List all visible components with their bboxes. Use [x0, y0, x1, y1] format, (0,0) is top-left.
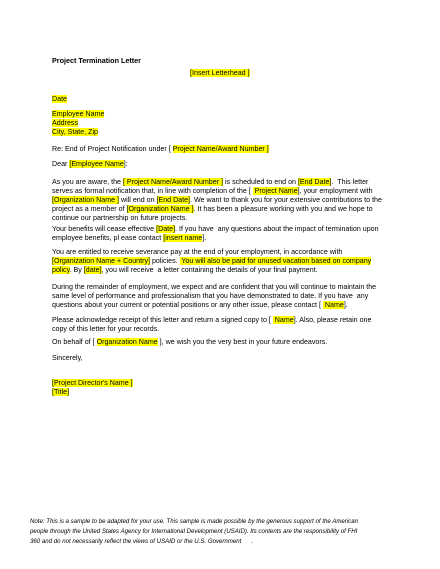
- p1-org-field: [Organization Name ]: [126, 205, 194, 213]
- p1-text: . We want to thank you for your extensive contributions to the: [190, 196, 382, 204]
- p2-text: ].: [202, 234, 207, 242]
- p1-line-4: [52, 205, 373, 214]
- p2-text: Your benefits will cease effective: [52, 225, 157, 233]
- p5-line-2: copy of this letter for your records.: [52, 325, 160, 333]
- p1-text: . This letter: [331, 178, 369, 186]
- p6-text: ], we wish you the very best in your future endeavors.: [157, 338, 328, 346]
- p1-text: project as a member of: [52, 205, 127, 213]
- p2-date-field: [Date]: [156, 225, 176, 233]
- signature-title-field: [Title]: [52, 388, 70, 396]
- p1-line-3: [52, 196, 382, 205]
- p1-text: will end on: [119, 196, 157, 204]
- p2-line-2: [52, 234, 206, 243]
- p4-line-2: same level of performance and professionalism that you have demonstrated to date. If you have any: [52, 292, 369, 300]
- closing: Sincerely,: [52, 354, 83, 362]
- p1-text: serves as formal notification that, in line with completion of the [: [52, 187, 253, 195]
- p1-text: is scheduled to end on: [223, 178, 298, 186]
- p4-text: questions about your current or potential positions or any other issue, please contact [: [52, 301, 323, 309]
- note-line-1: Note: This is a sample to be adapted for your use. This sample is made possible by the generous support of the American: [30, 518, 358, 525]
- p3-policy-highlight: policy: [52, 266, 70, 274]
- p1-text: ], your employment with: [297, 187, 373, 195]
- document-title: Project Termination Letter: [52, 56, 141, 65]
- p5-line-1: [52, 316, 371, 325]
- signature-title-line: [52, 388, 69, 397]
- note-line-3: 360 and do not necessarily reflect the views of USAID or the U.S. Government .: [30, 538, 254, 545]
- p3-date-field: [date]: [83, 266, 102, 274]
- note-line-2: people through the United States Agency for International Development (USAID). Its contents are the responsibility of FHI: [30, 528, 358, 535]
- p4-line-1: During the remainder of employment, we expect and are confident that you will continue to maintain the: [52, 283, 377, 291]
- p2-contact-field: [insert name: [163, 234, 203, 242]
- salutation: [52, 160, 128, 169]
- date-field: Date: [52, 95, 67, 103]
- salutation-suffix: ]:: [123, 160, 128, 168]
- p5-text: Please acknowledge receipt of this letter and return a signed copy to [: [52, 316, 273, 324]
- re-field: Project Name/Award Number ]: [172, 145, 269, 153]
- p6-line: [52, 338, 327, 347]
- salutation-field: [Employee Name: [69, 160, 124, 168]
- p1-line-5: continue our partnership on future projects.: [52, 214, 188, 222]
- p1-project-name-field: Project Name: [252, 187, 298, 195]
- p4-name-field: Name: [322, 301, 344, 309]
- p2-text: employee benefits, pl ease contact: [52, 234, 164, 242]
- recipient-name-line: [52, 110, 104, 119]
- p3-line-1: You are entitled to receive severance pay at the end of your employment, in accordance with: [52, 248, 343, 256]
- p1-project-field: [ Project Name/Award Number ]: [122, 178, 223, 186]
- p3-org-country-field: [Organization Name + Country]: [52, 257, 150, 265]
- p3-text: , you will receive a letter containing the details of your final payment.: [101, 266, 318, 274]
- signature-name-line: [52, 379, 133, 388]
- p5-text: ]. Also, please retain one: [293, 316, 372, 324]
- re-prefix: Re: End of Project Notification under [: [52, 145, 173, 153]
- p6-org-field: Organization Name: [96, 338, 158, 346]
- p2-text: . If you have any questions about the impact of termination upon: [175, 225, 379, 233]
- letterhead-placeholder: [190, 69, 250, 78]
- p3-vacation-highlight: You will also be paid for unused vacation based on company: [179, 257, 372, 265]
- p3-text: policies.: [149, 257, 180, 265]
- recipient-address-line: [52, 119, 78, 128]
- p1-end-date-field: [End Date]: [156, 196, 191, 204]
- salutation-prefix: Dear: [52, 160, 70, 168]
- p1-text: As you are aware, the: [52, 178, 123, 186]
- p1-line-1: [52, 178, 368, 187]
- recipient-address: Address: [52, 119, 79, 127]
- p4-text: ].: [343, 301, 348, 309]
- p3-line-3: [52, 266, 318, 275]
- p5-name-field: Name: [272, 316, 294, 324]
- p6-text: On behalf of [: [52, 338, 97, 346]
- recipient-city-state-zip: City, State, Zip: [52, 128, 98, 136]
- re-line: [52, 145, 269, 154]
- p4-line-3: [52, 301, 348, 310]
- date-line: [52, 95, 67, 104]
- p2-line-1: [52, 225, 379, 234]
- p1-org-field: [Organization Name ]: [52, 196, 120, 204]
- p1-line-2: [52, 187, 373, 196]
- p3-line-2: [52, 257, 371, 266]
- p1-end-date-field: [End Date]: [297, 178, 332, 186]
- recipient-name: Employee Name: [52, 110, 105, 118]
- letterhead-field: [Insert Letterhead ]: [190, 69, 250, 77]
- signature-name-field: [Project Director's Name ]: [52, 379, 133, 387]
- recipient-city-line: [52, 128, 98, 137]
- p1-text: . It has been a pleasure working with you and we hope to: [193, 205, 373, 213]
- p3-text: . By: [69, 266, 84, 274]
